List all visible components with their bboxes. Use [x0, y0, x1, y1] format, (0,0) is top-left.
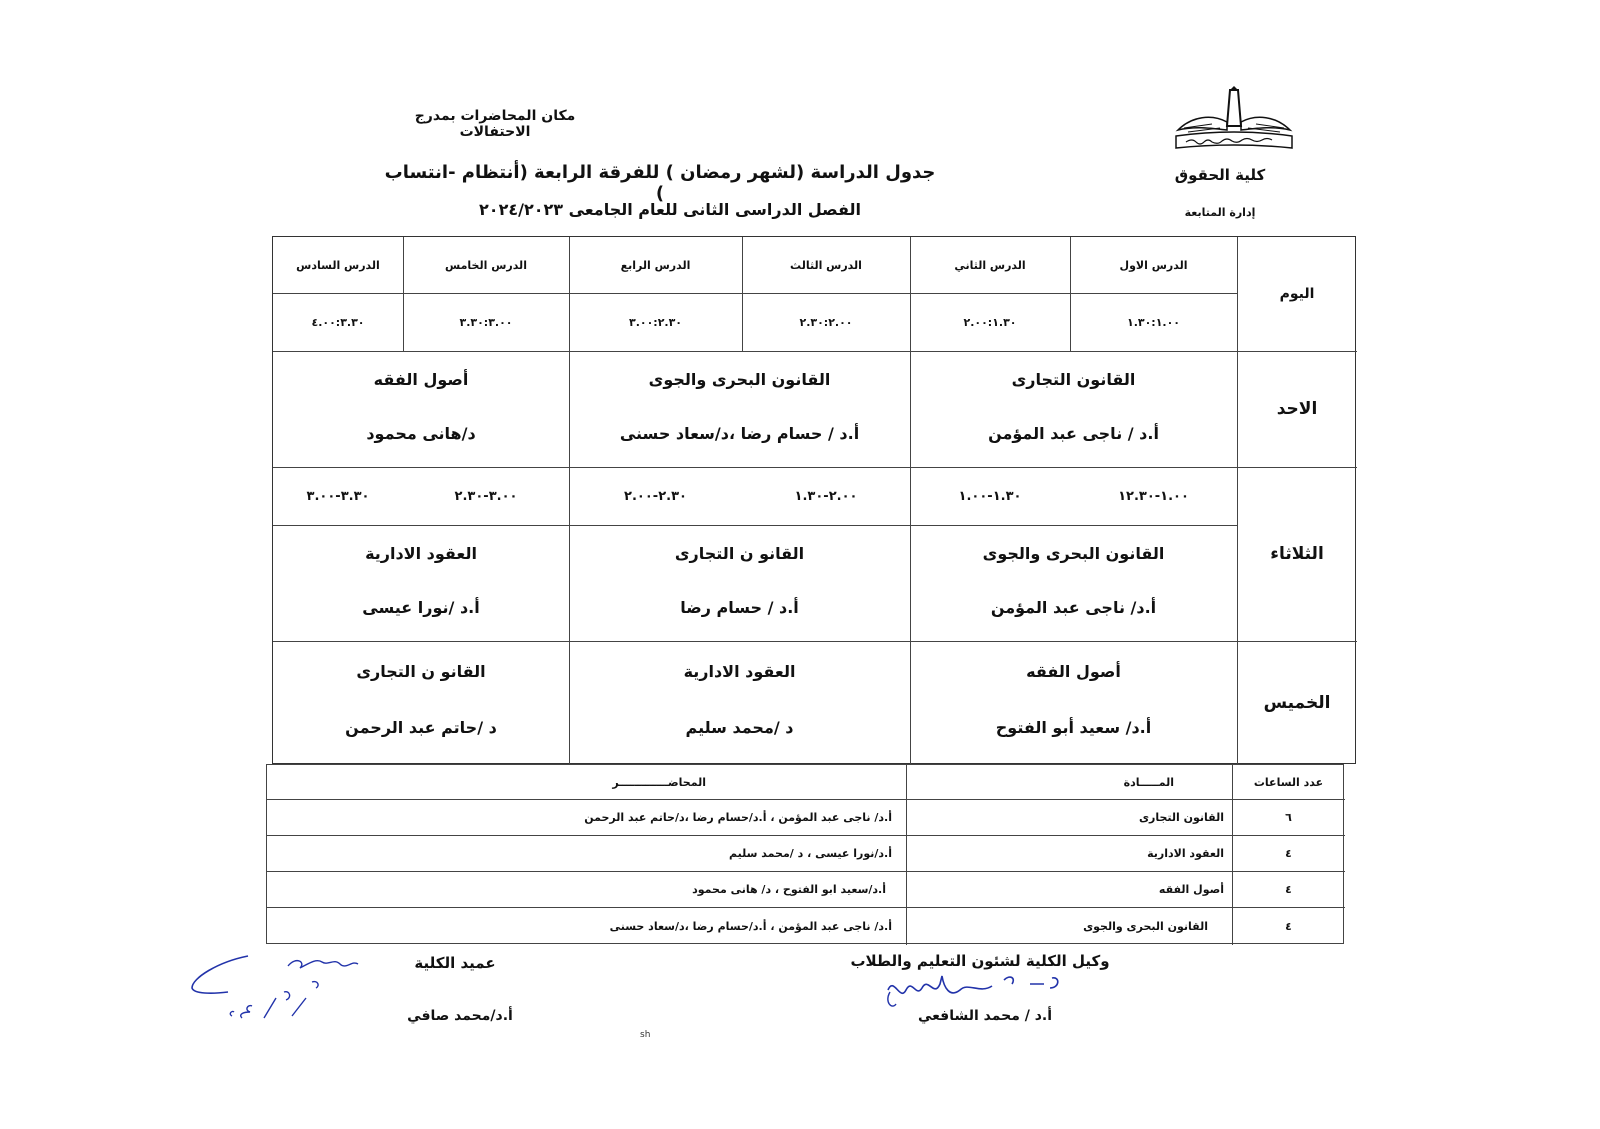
lesson-header-6: الدرس السادس [296, 258, 380, 272]
hours-summary-table [266, 764, 1344, 944]
lesson-header-1: الدرس الاول [1119, 258, 1188, 272]
row-lecturer: أ.د/نورا عيسى ، د /محمد سليم [729, 846, 892, 860]
class-professor: د /حاتم عبد الرحمن [345, 717, 497, 737]
lesson-time-1: ١.٣٠:١.٠٠ [1126, 315, 1181, 329]
day-column-header: اليوم [1279, 286, 1315, 302]
tuesday-time-3: ٢.٠٠-١.٣٠ [794, 488, 858, 504]
row-subject: القانون البحرى والجوى [1083, 919, 1208, 933]
day-thursday: الخميس [1263, 693, 1331, 713]
class-professor: أ.د / ناجى عبد المؤمن [988, 423, 1159, 443]
row-subject: القانون التجارى [1138, 810, 1224, 824]
tuesday-time-6: ٣.٣٠-٣.٠٠ [306, 488, 370, 504]
class-subject: القانون البحرى والجوى [982, 543, 1165, 563]
class-subject: أصول الفقه [1026, 661, 1121, 681]
lesson-time-5: ٣.٣٠:٣.٠٠ [459, 315, 513, 329]
class-subject: القانون البحرى والجوى [648, 369, 831, 389]
lecturer-header: المحاضـــــــــــــر [612, 775, 706, 789]
row-lecturer: أ.د/ ناجى عبد المؤمن ، أ.د/حسام رضا ،د/حاتم عبد الرحمن [584, 810, 892, 824]
row-hours: ٤ [1285, 882, 1292, 896]
row-subject: أصول الفقه [1158, 882, 1224, 896]
class-subject: القانون التجارى [1011, 369, 1136, 389]
class-subject: العقود الادارية [365, 543, 477, 563]
lesson-time-2: ٢.٠٠:١.٣٠ [963, 315, 1017, 329]
row-hours: ٤ [1285, 846, 1292, 860]
class-professor: أ.د/ ناجى عبد المؤمن [990, 597, 1157, 617]
tuesday-time-1: ١.٠٠-١٢.٣٠ [1118, 488, 1189, 504]
dean-name: أ.د/محمد صافي [407, 1008, 513, 1024]
lesson-header-4: الدرس الرابع [620, 258, 691, 272]
lecture-venue: مكان المحاضرات بمدرج الاحتفالات [414, 108, 576, 140]
footer-mark: sh [640, 1030, 651, 1040]
university-logo-icon [1172, 86, 1297, 158]
schedule-table [272, 236, 1356, 764]
class-professor: د /محمد سليم [685, 717, 794, 737]
row-hours: ٤ [1285, 919, 1292, 933]
class-subject: القانو ن التجارى [356, 661, 486, 681]
tuesday-time-4: ٢.٣٠-٢.٠٠ [624, 488, 687, 504]
lesson-header-2: الدرس الثاني [954, 258, 1026, 272]
vice-dean-name: أ.د / محمد الشافعي [917, 1008, 1053, 1024]
tuesday-time-5: ٣.٠٠-٢.٣٠ [454, 488, 518, 504]
class-subject: أصول الفقه [373, 369, 469, 389]
row-lecturer: أ.د/سعيد ابو الفتوح ، د/ هانى محمود [692, 882, 886, 896]
lesson-header-3: الدرس الثالث [790, 258, 862, 272]
class-professor: أ.د/ سعيد أبو الفتوح [995, 717, 1152, 737]
class-subject: القانو ن التجارى [674, 543, 805, 563]
schedule-title: جدول الدراسة (لشهر رمضان ) للفرقة الرابعة (أنتظام -انتساب ) [384, 162, 936, 204]
subject-header: المـــــادة [1123, 775, 1174, 789]
day-sunday: الاحد [1276, 399, 1318, 419]
class-professor: أ.د /نورا عيسى [362, 597, 480, 617]
class-professor: أ.د / حسام رضا ،د/سعاد حسنى [619, 423, 860, 443]
faculty-name: كلية الحقوق [1174, 166, 1266, 184]
row-lecturer: أ.د/ ناجى عبد المؤمن ، أ.د/حسام رضا ،د/سعاد حسنى [609, 919, 892, 933]
row-subject: العقود الادارية [1147, 846, 1224, 860]
class-professor: أ.د / حسام رضا [680, 597, 799, 617]
class-professor: د/هانى محمود [366, 423, 476, 443]
schedule-subtitle: الفصل الدراسى الثانى للعام الجامعى ٢٠٢٤/٢٠٢٣ [479, 200, 861, 219]
dean-title: عميد الكلية [414, 954, 496, 972]
day-tuesday: الثلاثاء [1270, 544, 1324, 564]
lesson-time-6: ٤.٠٠:٣.٣٠ [311, 315, 365, 329]
hours-header: عدد الساعات [1253, 775, 1324, 789]
department-name: إدارة المتابعة [1184, 206, 1256, 219]
tuesday-time-2: ١.٣٠-١.٠٠ [958, 488, 1022, 504]
dean-signature-icon [188, 952, 368, 1024]
lesson-time-3: ٢.٣٠:٢.٠٠ [799, 315, 853, 329]
row-hours: ٦ [1285, 810, 1292, 824]
lesson-header-5: الدرس الخامس [445, 258, 527, 272]
vice-dean-title: وكيل الكلية لشئون التعليم والطلاب [850, 952, 1110, 970]
lesson-time-4: ٣.٠٠:٢.٣٠ [628, 315, 683, 329]
vice-dean-signature-icon [880, 968, 1070, 1010]
class-subject: العقود الادارية [683, 661, 796, 681]
